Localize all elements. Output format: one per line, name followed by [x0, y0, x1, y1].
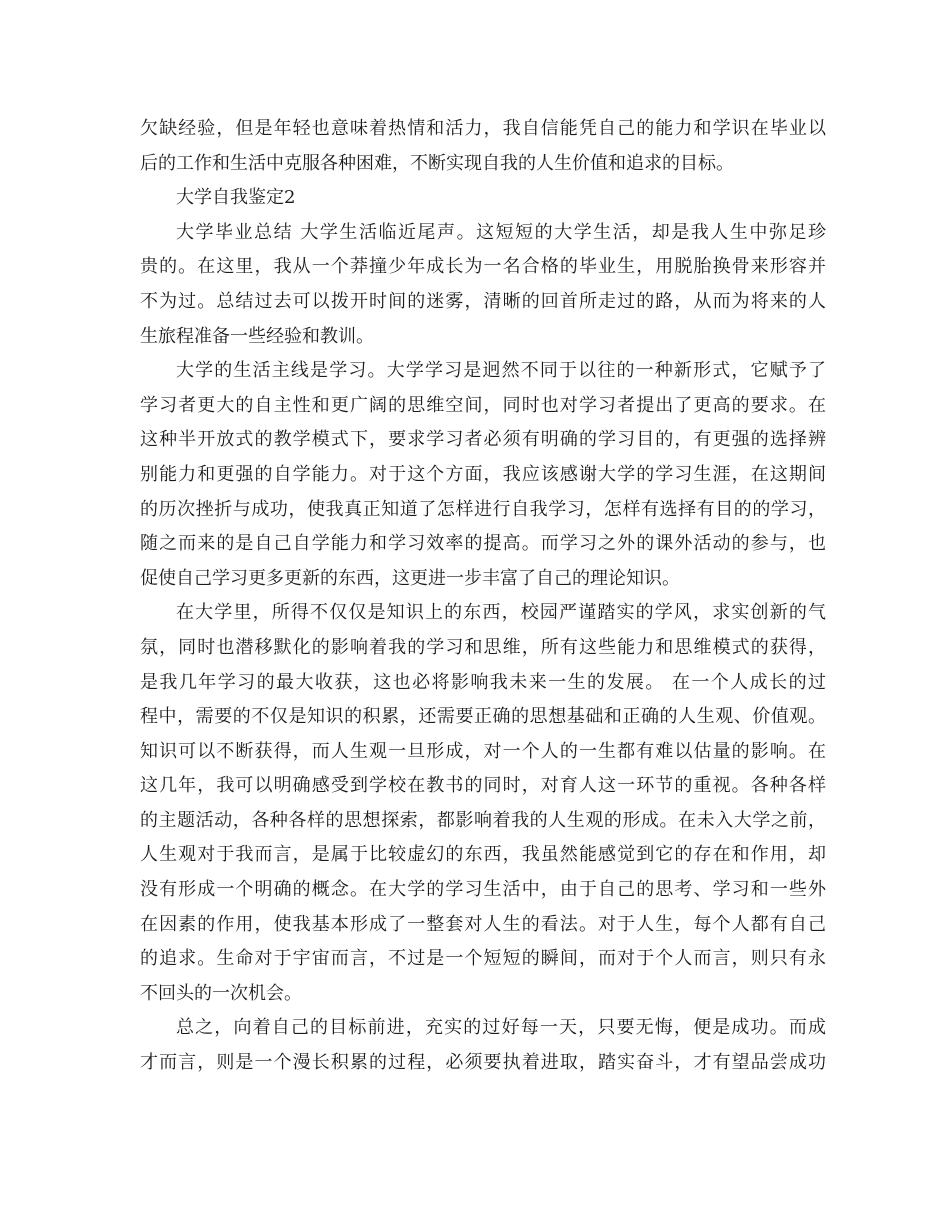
text-line: 欠缺经验，但是年轻也意味着热情和活力，我自信能凭自己的能力和学识在毕业以 — [140, 118, 826, 139]
text-line: 后的工作和生活中克服各种困难，不断实现自我的人生价值和追求的目标。 — [140, 152, 734, 174]
text-line: 的历次挫折与成功，使我真正知道了怎样进行自我学习，怎样有选择有目的的学习， — [140, 498, 826, 520]
text-line: 这几年，我可以明确感受到学校在教书的同时，对育人这一环节的重视。各种各样 — [140, 775, 826, 797]
text-line: 别能力和更强的自学能力。对于这个方面，我应该感谢大学的学习生涯，在这期间 — [140, 463, 826, 485]
paragraph-first-line: 在大学里，所得不仅仅是知识上的东西，校园严谨踏实的学风，求实创新的气 — [176, 602, 826, 624]
text-line: 不为过。总结过去可以拨开时间的迷雾，清晰的回首所走过的路，从而为将来的人 — [140, 290, 826, 312]
text-line: 的主题活动，各种各样的思想探索，都影响着我的人生观的形成。在未入大学之前， — [140, 809, 826, 831]
text-line: 学习者更大的自主性和更广阔的思维空间，同时也对学习者提出了更高的要求。在 — [140, 394, 826, 416]
text-line: 程中，需要的不仅是知识的积累，还需要正确的思想基础和正确的人生观、价值观。 — [140, 706, 826, 728]
text-line: 人生观对于我而言，是属于比较虚幻的东西，我虽然能感觉到它的存在和作用，却 — [140, 844, 826, 866]
paragraph-first-line: 总之，向着自己的目标前进，充实的过好每一天，只要无悔，便是成功。而成 — [176, 1017, 826, 1039]
text-line: 贵的。在这里，我从一个莽撞少年成长为一名合格的毕业生，用脱胎换骨来形容并 — [140, 256, 826, 278]
text-line: 知识可以不断获得，而人生观一旦形成，对一个人的一生都有难以估量的影响。在 — [140, 740, 826, 762]
text-line: 是我几年学习的最大收获，这也必将影响我未来一生的发展。 在一个人成长的过 — [140, 671, 826, 693]
paragraph-first-line: 大学自我鉴定2 — [176, 187, 296, 209]
text-line: 在因素的作用，使我基本形成了一整套对人生的看法。对于人生，每个人都有自己 — [140, 913, 826, 935]
text-line: 促使自己学习更多更新的东西，这更进一步丰富了自己的理论知识。 — [140, 567, 680, 589]
paragraph-first-line: 大学的生活主线是学习。大学学习是迥然不同于以往的一种新形式，它赋予了 — [176, 360, 826, 382]
document-body — [140, 112, 826, 1081]
text-line: 没有形成一个明确的概念。在大学的学习生活中，由于自己的思考、学习和一些外 — [140, 879, 826, 901]
text-line: 随之而来的是自己自学能力和学习效率的提高。而学习之外的课外活动的参与，也 — [140, 533, 826, 555]
text-line: 这种半开放式的教学模式下，要求学习者必须有明确的学习目的，有更强的选择辨 — [140, 429, 826, 451]
text-line: 生旅程准备一些经验和教训。 — [140, 325, 374, 347]
text-line: 的追求。生命对于宇宙而言，不过是一个短短的瞬间，而对于个人而言，则只有永 — [140, 948, 826, 970]
text-line: 氛，同时也潜移默化的影响着我的学习和思维，所有这些能力和思维模式的获得， — [140, 636, 826, 658]
text-line: 不回头的一次机会。 — [140, 982, 302, 1004]
paragraph-first-line: 大学毕业总结 大学生活临近尾声。这短短的大学生活，却是我人生中弥足珍 — [176, 221, 826, 243]
text-line: 才而言，则是一个漫长积累的过程，必须要执着进取，踏实奋斗，才有望品尝成功 — [140, 1052, 826, 1074]
